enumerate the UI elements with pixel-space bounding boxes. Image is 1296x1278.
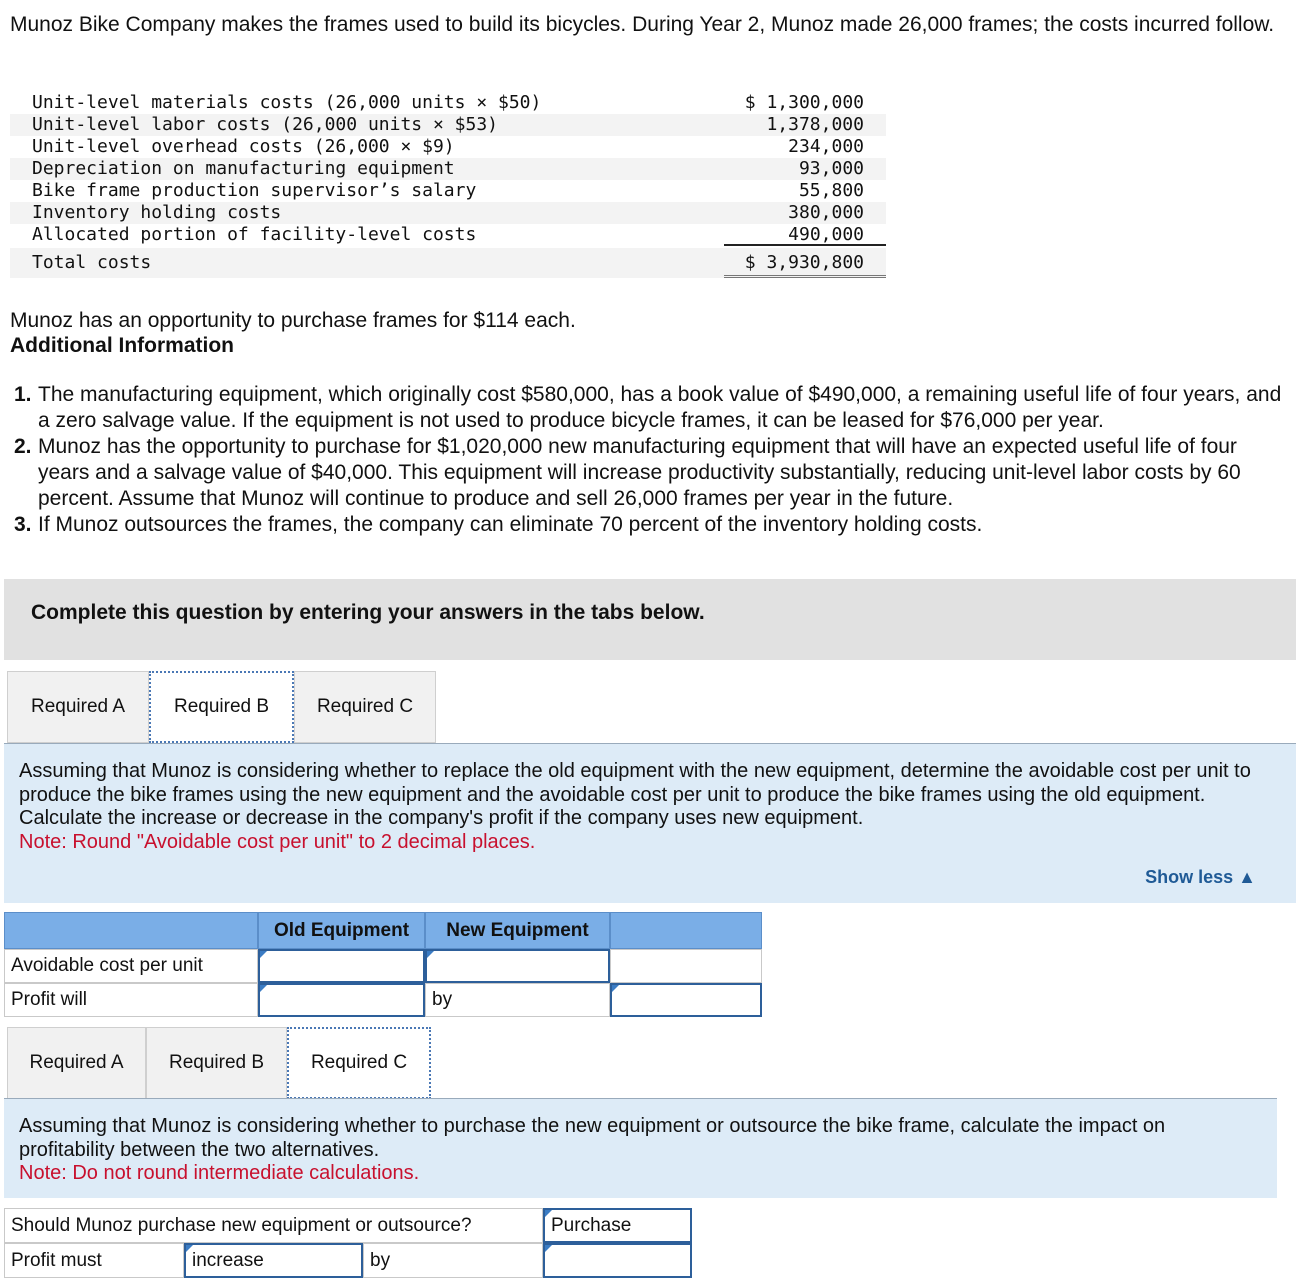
cost-label: Bike frame production supervisor’s salary	[32, 180, 477, 201]
cost-row	[10, 92, 886, 114]
item-number: 2.	[14, 435, 32, 458]
item-number: 3.	[14, 513, 32, 536]
cost-value: 55,800	[798, 180, 864, 201]
empty-cell	[610, 949, 762, 983]
item-number: 1.	[14, 383, 32, 406]
info-list	[14, 382, 1292, 538]
tab-bar-c	[7, 1027, 431, 1099]
total-value: $ 3,930,800	[724, 248, 886, 278]
row-label-profit-must: Profit must	[4, 1243, 184, 1278]
note-text: Note: Do not round intermediate calculations.	[19, 1162, 420, 1184]
by-label: by	[425, 983, 610, 1017]
cost-row	[10, 136, 886, 158]
cost-label: Inventory holding costs	[32, 202, 282, 223]
profit-change-select[interactable]: increase	[184, 1243, 363, 1278]
decision-select[interactable]: Purchase	[543, 1208, 692, 1243]
instruction-banner	[4, 579, 1296, 660]
old-equipment-cost-input[interactable]	[258, 949, 425, 983]
question-panel-b	[4, 743, 1296, 903]
new-equipment-cost-input[interactable]	[425, 949, 610, 983]
by-label: by	[363, 1243, 543, 1278]
cost-table	[10, 92, 886, 278]
tab-required-b[interactable]: Required B	[146, 1027, 287, 1099]
question-panel-c	[4, 1098, 1277, 1198]
intro-text: Munoz Bike Company makes the frames used to build its bicycles. During Year 2, Munoz made 26,000 frames; the costs incurred follow.	[10, 13, 1275, 36]
row-label-avoidable-cost: Avoidable cost per unit	[4, 949, 258, 983]
cost-row	[10, 224, 886, 246]
additional-info-heading: Additional Information	[10, 334, 234, 357]
item-text: Munoz has the opportunity to purchase for $1,020,000 new manufacturing equipment that will have an expected useful life of four years and a salvage value of $40,000. This equipment will increase productivity substantially, reducing unit-level labor costs by 60 percent. Assume that Munoz will continue to produce and sell 26,000 frames per year in the future.	[38, 435, 1241, 510]
cost-label: Depreciation on manufacturing equipment	[32, 158, 455, 179]
cost-value: 93,000	[798, 158, 864, 179]
profit-direction-select[interactable]	[258, 983, 425, 1017]
item-text: The manufacturing equipment, which originally cost $580,000, has a book value of $490,000, a remaining useful life of four years, and a zero salvage value. If the equipment is not used to produce bicycle frames, it can be leased for $76,000 per year.	[38, 383, 1282, 432]
tab-bar-b	[7, 671, 436, 743]
tab-required-c[interactable]: Required C	[287, 1027, 431, 1099]
total-row	[10, 248, 886, 278]
item-text: If Munoz outsources the frames, the company can eliminate 70 percent of the inventory holding costs.	[38, 513, 983, 536]
cost-label: Unit-level labor costs (26,000 units × $53)	[32, 114, 498, 135]
note-text: Note: Round "Avoidable cost per unit" to 2 decimal places.	[19, 830, 536, 853]
profit-amount-input[interactable]	[610, 983, 762, 1017]
question-text: Assuming that Munoz is considering whether to purchase the new equipment or outsource the bike frame, calculate the impact on profitability between the two alternatives.	[19, 1115, 1166, 1161]
row-label-purchase-or-outsource: Should Munoz purchase new equipment or outsource?	[4, 1208, 543, 1243]
cost-label: Unit-level materials costs (26,000 units × $50)	[32, 92, 542, 113]
cost-label: Unit-level overhead costs (26,000 × $9)	[32, 136, 455, 157]
tab-required-a[interactable]: Required A	[7, 1027, 146, 1099]
cost-row	[10, 158, 886, 180]
tab-required-c[interactable]: Required C	[294, 671, 436, 743]
header-blank	[4, 912, 258, 949]
list-item	[14, 434, 1292, 512]
show-less-link[interactable]: Show less ▲	[1145, 866, 1256, 887]
cost-row	[10, 180, 886, 202]
instruction-text: Complete this question by entering your answers in the tabs below.	[31, 601, 705, 624]
offer-text: Munoz has an opportunity to purchase frames for $114 each.	[10, 309, 576, 332]
cost-value: $ 1,300,000	[744, 92, 864, 113]
tab-required-a[interactable]: Required A	[7, 671, 149, 743]
cost-label: Allocated portion of facility-level costs	[32, 224, 477, 245]
list-item	[14, 512, 1292, 538]
cost-value: 490,000	[724, 224, 886, 246]
tab-required-b[interactable]: Required B	[149, 671, 294, 743]
total-label: Total costs	[32, 252, 152, 273]
cost-value: 234,000	[788, 136, 864, 157]
cost-row	[10, 202, 886, 224]
header-blank	[610, 912, 762, 949]
profit-change-amount-input[interactable]	[543, 1243, 692, 1278]
question-text: Assuming that Munoz is considering whether to replace the old equipment with the new equipment, determine the avoidable cost per unit to produce the bike frames using the new equipment and the avoidable cost per unit to produce the bike frames using the old equipment. Calculate the increase or decrease in the company's profit if the company uses new equipment.	[19, 760, 1251, 829]
row-label-profit-will: Profit will	[4, 983, 258, 1017]
header-new-equipment: New Equipment	[425, 912, 610, 949]
cost-value: 380,000	[788, 202, 864, 223]
cost-row	[10, 114, 886, 136]
cost-value: 1,378,000	[766, 114, 864, 135]
header-old-equipment: Old Equipment	[258, 912, 425, 949]
list-item	[14, 382, 1292, 434]
